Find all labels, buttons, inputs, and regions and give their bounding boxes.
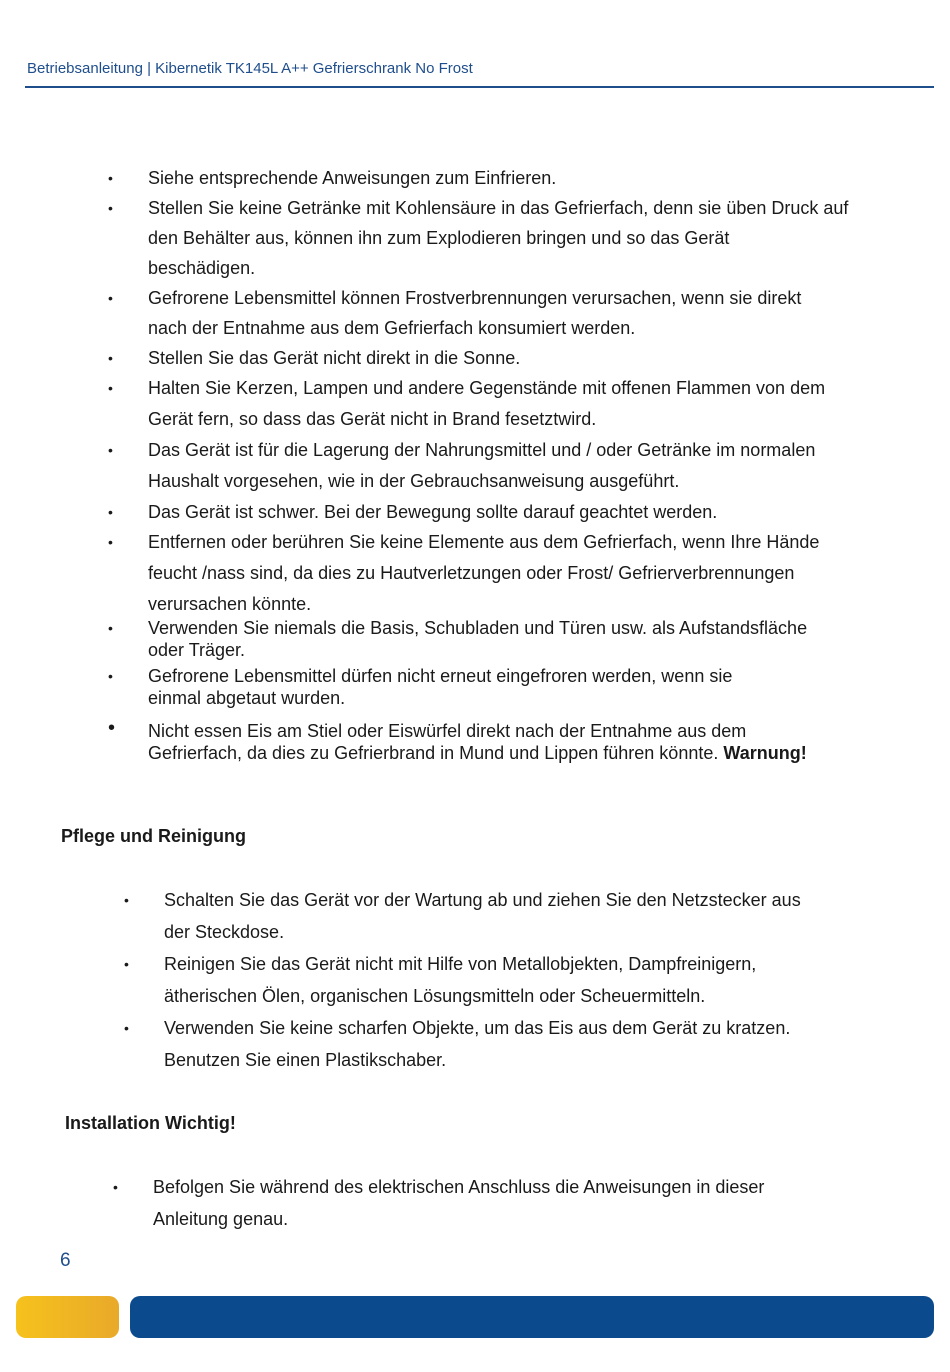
section-title-care: Pflege und Reinigung [61,826,246,846]
bullet-icon: • [108,380,113,396]
bullet-icon: • [108,668,113,684]
bullet-icon: • [113,1179,118,1195]
list-item: • Verwenden Sie niemals die Basis, Schubladen und Türen usw. als Aufstandsfläche oder Träger. [108,618,808,660]
list-item: • Gefrorene Lebensmittel dürfen nicht erneut eingefroren werden, wenn sie einmal abgetaut wurden. [108,666,733,708]
bullet-icon: • [108,350,113,366]
list-item: • Nicht essen Eis am Stiel oder Eiswürfel direkt nach der Entnahme aus dem Gefrierfach, da dies zu Gefrierbrand in Mund und Lippen führen könnte. Warnung! [108,717,807,763]
bullet-icon: • [124,1020,129,1036]
care-list [124,884,904,1076]
warning-label: Warnung! [723,743,807,763]
bullet-icon: • [124,892,129,908]
list-item: • Siehe entsprechende Anweisungen zum Einfrieren. [148,163,908,193]
list-item: • Stellen Sie das Gerät nicht direkt in die Sonne. [148,343,908,373]
list-item: • Befolgen Sie während des elektrischen Anschluss die Anweisungen in dieser Anleitung genau. [153,1171,893,1235]
section-title-installation: Installation Wichtig! [65,1113,236,1133]
bullet-icon: • [108,200,113,216]
safety-list-continued [108,617,908,709]
list-item: • Reinigen Sie das Gerät nicht mit Hilfe von Metallobjekten, Dampfreinigern, ätherischen Ölen, organischen Lösungsmitteln oder Scheuermitteln. [164,948,904,1012]
list-item: • Das Gerät ist schwer. Bei der Bewegung sollte darauf geachtet werden. [148,497,908,527]
installation-list [113,1171,893,1235]
list-item: • Stellen Sie keine Getränke mit Kohlensäure in das Gefrierfach, denn sie üben Druck auf den Behälter aus, können ihn zum Explodieren bringen und so das Gerät beschädigen. [148,193,908,283]
page-number: 6 [60,1250,71,1271]
footer-accent-blue [130,1296,934,1338]
safety-list [108,163,908,620]
bullet-icon: • [124,956,129,972]
bullet-icon: • [108,170,113,186]
list-item: • Halten Sie Kerzen, Lampen und andere Gegenstände mit offenen Flammen von dem Gerät fern, so dass das Gerät nicht in Brand fesetztwird. [148,373,908,435]
bullet-icon: • [108,717,116,739]
bullet-icon: • [108,290,113,306]
bullet-icon: • [108,442,113,458]
list-item: • Das Gerät ist für die Lagerung der Nahrungsmittel und / oder Getränke im normalen Haushalt vorgesehen, wie in der Gebrauchsanweisung ausgeführt. [148,435,908,497]
safety-list-warning [108,717,908,764]
document-header: Betriebsanleitung | Kibernetik TK145L A++ Gefrierschrank No Frost [27,60,473,77]
list-item: • Schalten Sie das Gerät vor der Wartung ab und ziehen Sie den Netzstecker aus der Steckdose. [164,884,904,948]
list-item: • Gefrorene Lebensmittel können Frostverbrennungen verursachen, wenn sie direkt nach der Entnahme aus dem Gefrierfach konsumiert werden. [148,283,908,343]
header-divider [25,86,934,88]
bullet-icon: • [108,534,113,550]
list-item: • Entfernen oder berühren Sie keine Elemente aus dem Gefrierfach, wenn Ihre Hände feucht /nass sind, da dies zu Hautverletzungen oder Frost/ Gefrierverbrennungen verursachen könnte. [148,527,908,620]
list-item: • Verwenden Sie keine scharfen Objekte, um das Eis aus dem Gerät zu kratzen. Benutzen Sie einen Plastikschaber. [164,1012,904,1076]
bullet-icon: • [108,620,113,636]
footer-accent-yellow [16,1296,119,1338]
bullet-icon: • [108,504,113,520]
